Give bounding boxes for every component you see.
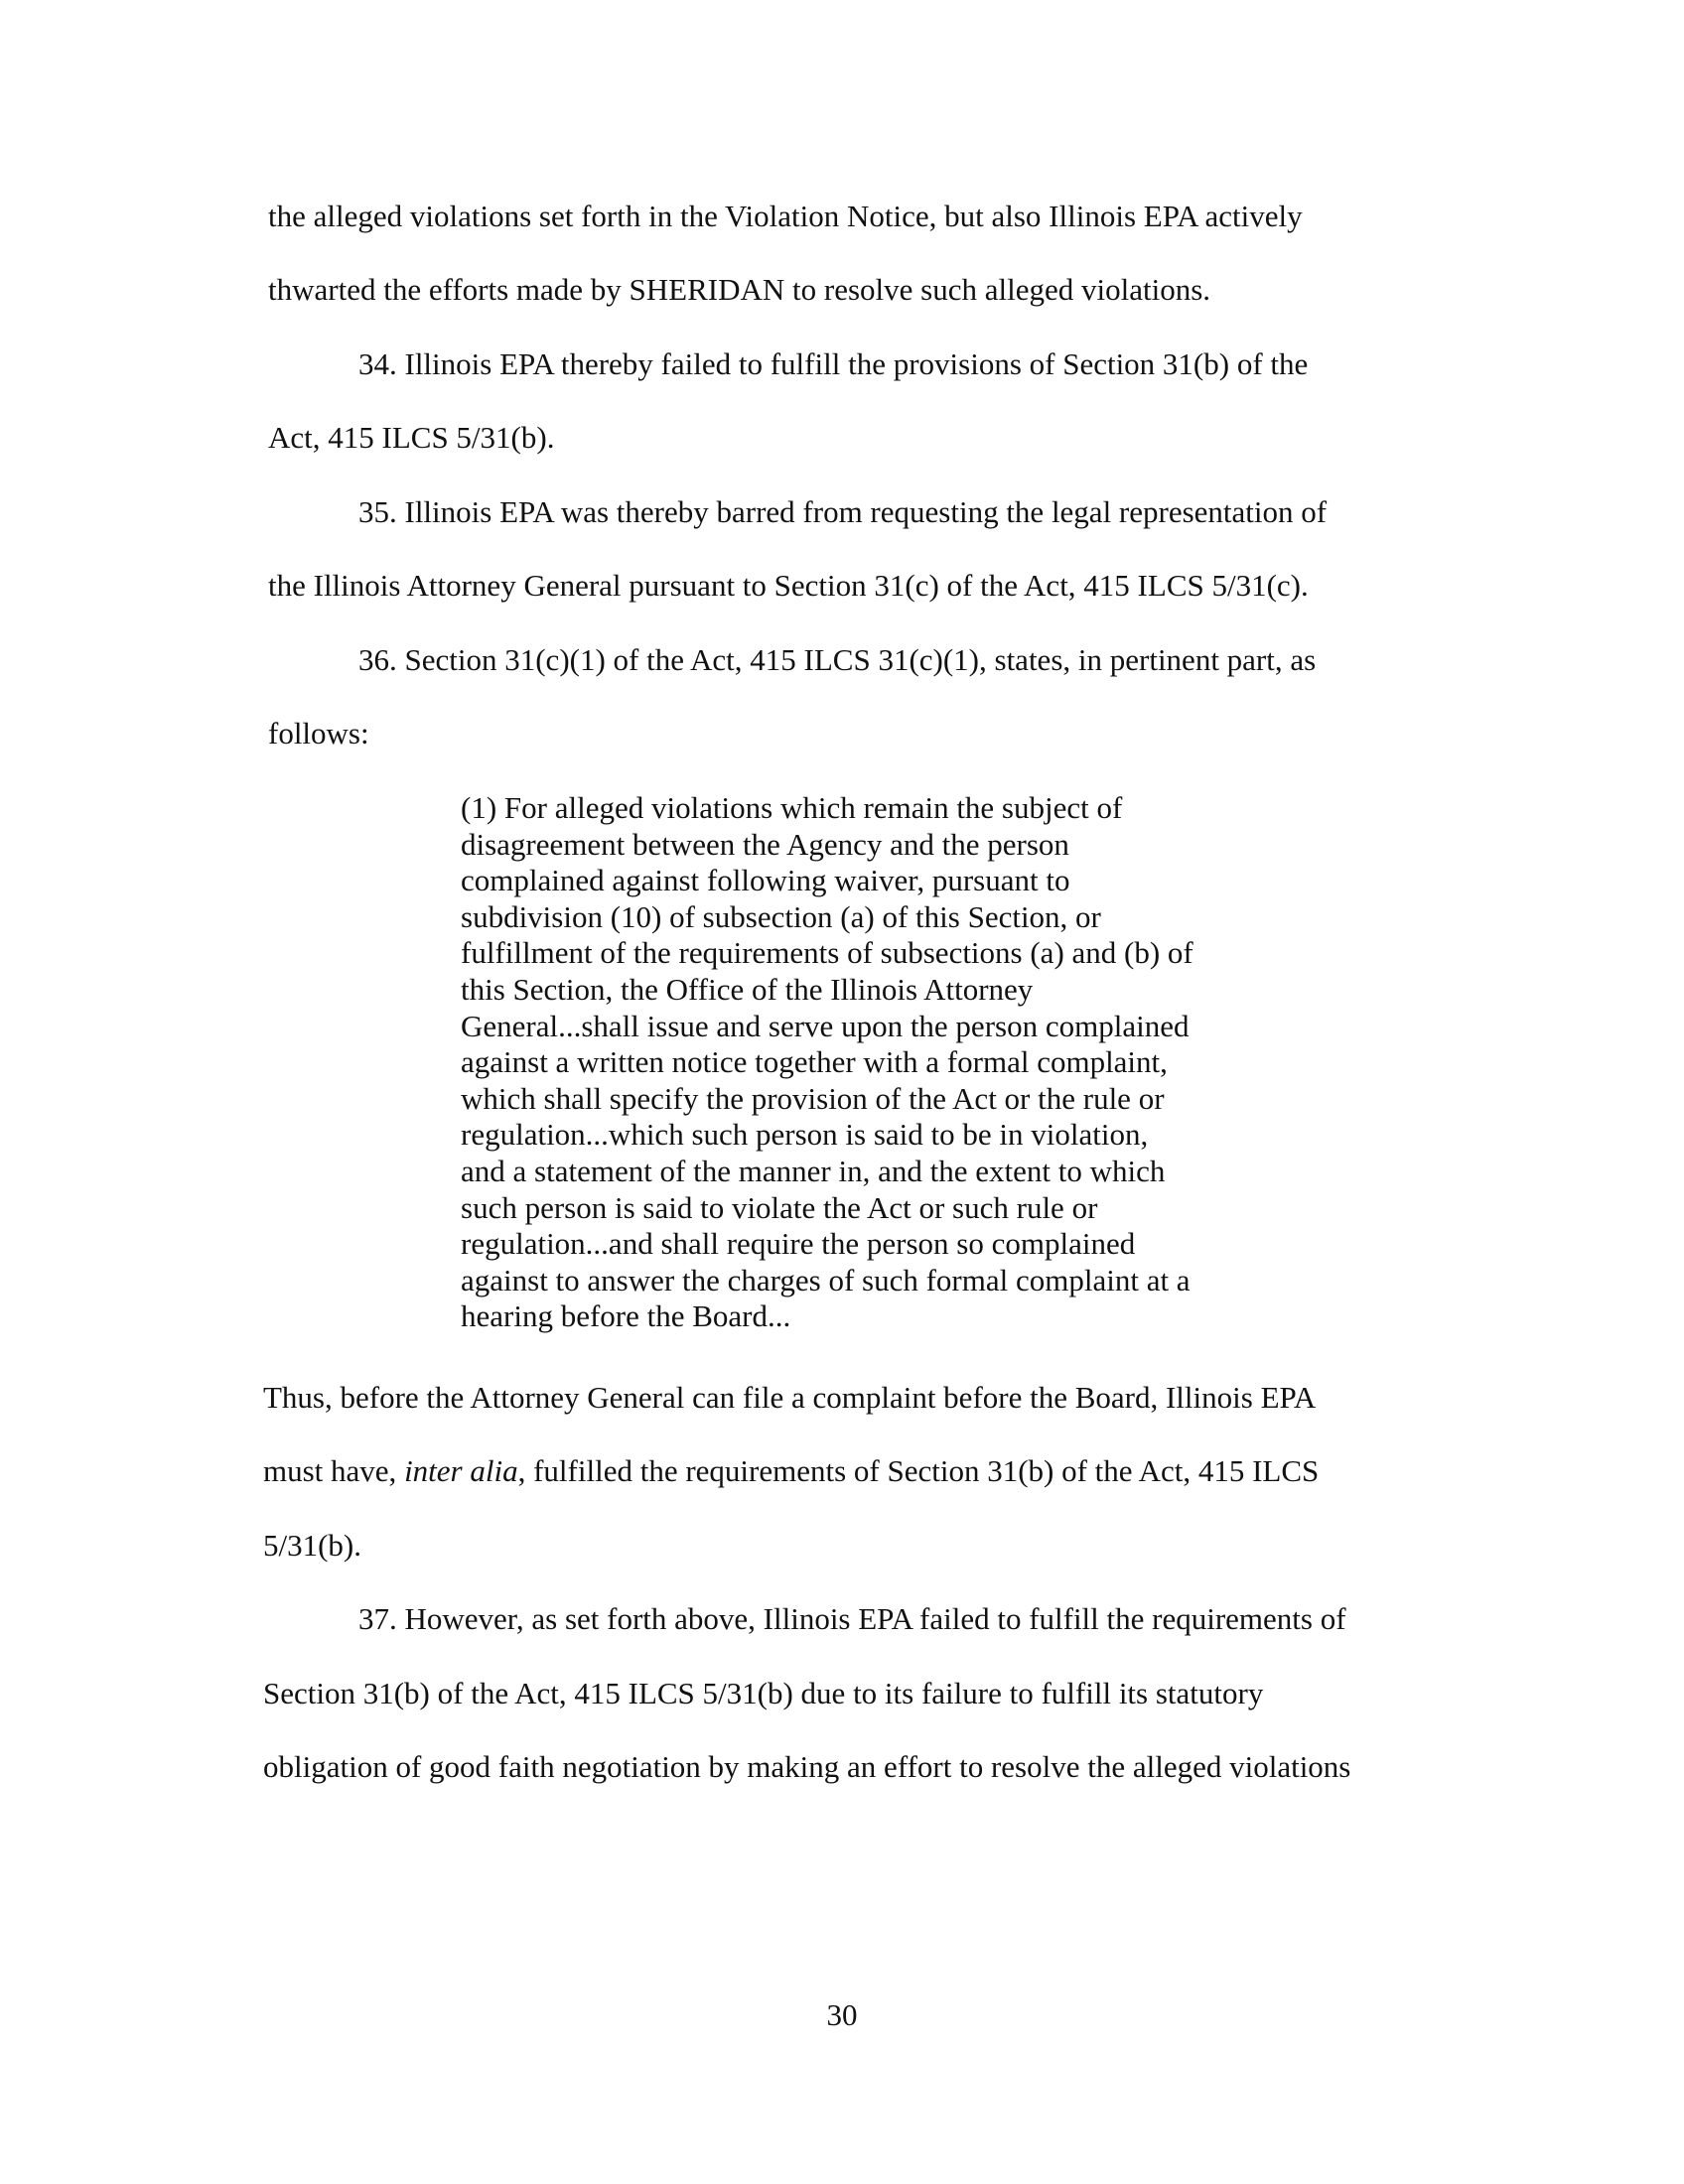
quote-line: hearing before the Board... xyxy=(461,1298,791,1334)
quote-line: (1) For alleged violations which remain the subject of xyxy=(461,790,1123,825)
quote-line: fulfillment of the requirements of subsections (a) and (b) of xyxy=(461,935,1193,971)
quote-line: subdivision (10) of subsection (a) of this Section, or xyxy=(461,898,1101,934)
quote-line: against a written notice together with a formal complaint, xyxy=(461,1044,1168,1080)
quote-line: General...shall issue and serve upon the person complained xyxy=(461,1008,1190,1043)
paragraph-35-line-1: 35. Illinois EPA was thereby barred from requesting the legal representation of xyxy=(358,494,1328,529)
after-quote-text-before: must have, xyxy=(263,1453,405,1488)
paragraph-37-line-2: Section 31(b) of the Act, 415 ILCS 5/31(b) due to its failure to fulfill its statutory xyxy=(263,1676,1264,1710)
quote-line: regulation...which such person is said to be in violation, xyxy=(461,1117,1149,1153)
paragraph-34-line-2: Act, 415 ILCS 5/31(b). xyxy=(268,420,555,455)
body-line-1: the alleged violations set forth in the Violation Notice, but also Illinois EPA actively xyxy=(268,199,1303,233)
page-number: 30 xyxy=(826,1997,858,2032)
statute-block-quote xyxy=(461,790,1275,1335)
paragraph-36-line-2: follows: xyxy=(268,716,369,751)
paragraph-36-line-1: 36. Section 31(c)(1) of the Act, 415 ILCS 31(c)(1), states, in pertinent part, as xyxy=(358,642,1317,677)
paragraph-34-line-1: 34. Illinois EPA thereby failed to fulfill the provisions of Section 31(b) of the xyxy=(358,346,1309,381)
body-line-2: thwarted the efforts made by SHERIDAN to resolve such alleged violations. xyxy=(268,272,1211,307)
latin-phrase: inter alia xyxy=(404,1453,518,1488)
quote-line: which shall specify the provision of the Act or the rule or xyxy=(461,1080,1165,1116)
paragraph-37-line-1: 37. However, as set forth above, Illinois EPA failed to fulfill the requirements of xyxy=(358,1601,1346,1636)
quote-line: complained against following waiver, pursuant to xyxy=(461,863,1070,898)
quote-line: regulation...and shall require the person so complained xyxy=(461,1226,1136,1262)
paragraph-37-line-3: obligation of good faith negotiation by making an effort to resolve the alleged violations xyxy=(263,1749,1351,1784)
paragraph-35-line-2: the Illinois Attorney General pursuant to Section 31(c) of the Act, 415 ILCS 5/31(c). xyxy=(268,568,1309,603)
quote-line: disagreement between the Agency and the person xyxy=(461,826,1069,862)
after-quote-line-2 xyxy=(263,1451,1319,1491)
quote-line: such person is said to violate the Act or such rule or xyxy=(461,1189,1098,1225)
quote-line: and a statement of the manner in, and the extent to which xyxy=(461,1153,1166,1188)
after-quote-line-3: 5/31(b). xyxy=(263,1528,362,1563)
after-quote-text-after: , fulfilled the requirements of Section 31(b) of the Act, 415 ILCS xyxy=(517,1453,1320,1488)
quote-line: this Section, the Office of the Illinois Attorney xyxy=(461,971,1034,1007)
quote-line: against to answer the charges of such formal complaint at a xyxy=(461,1262,1191,1297)
after-quote-line-1: Thus, before the Attorney General can file a complaint before the Board, Illinois EPA xyxy=(263,1380,1317,1415)
